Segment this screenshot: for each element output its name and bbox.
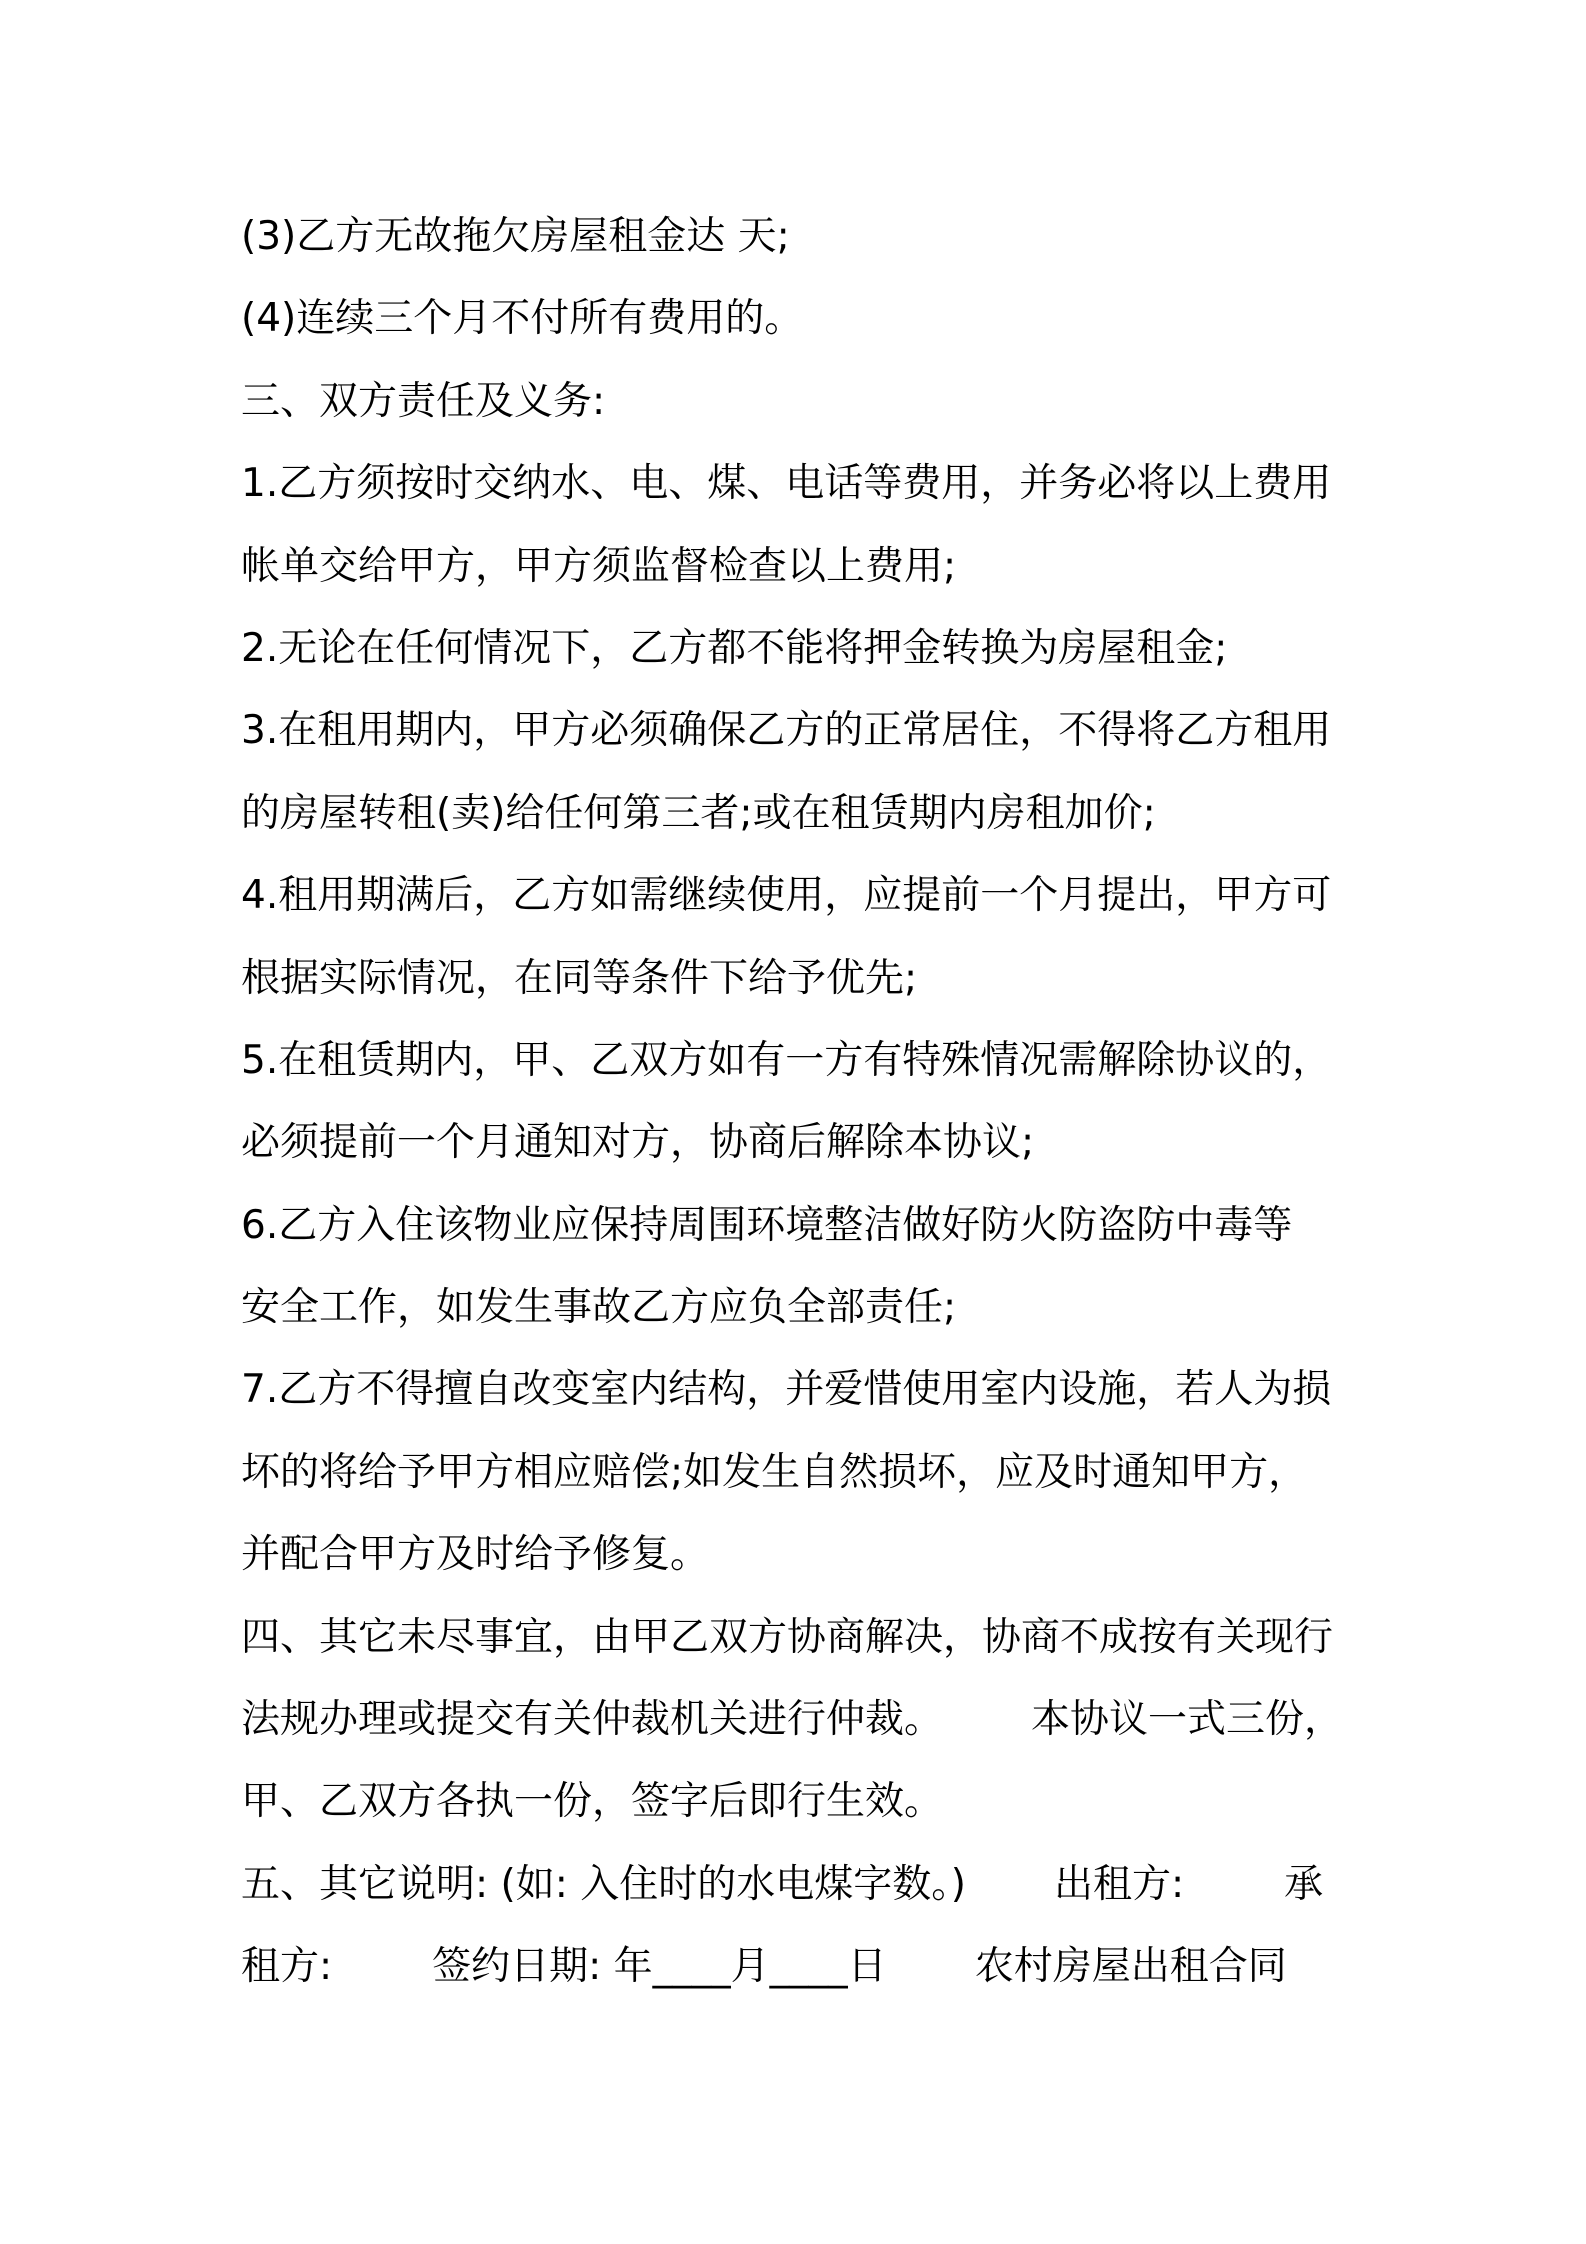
text-line: 并配合甲方及时给予修复。	[241, 1532, 710, 1578]
text-line: 6.乙方入住该物业应保持周围环境整洁做好防火防盗防中毒等	[241, 1202, 1293, 1248]
text-line: (4)连续三个月不付所有费用的。	[241, 296, 804, 342]
section-heading: 四、其它未尽事宜，由甲乙双方协商解决，协商不成按有关现行	[241, 1614, 1334, 1660]
text-line: 坏的将给予甲方相应赔偿;如发生自然损坏，应及时通知甲方，	[241, 1449, 1308, 1495]
document-title: 农村房屋出租合同	[974, 1944, 1287, 1990]
text-segment: 法规办理或提交有关仲裁机关进行仲裁。	[241, 1697, 944, 1743]
text-segment: 承	[1284, 1861, 1324, 1907]
text-line: 帐单交给甲方，甲方须监督检查以上费用;	[241, 543, 957, 589]
signing-date: 签约日期: 年____月____日	[432, 1944, 887, 1990]
text-line: 4.租用期满后，乙方如需继续使用，应提前一个月提出，甲方可	[241, 873, 1332, 919]
text-line: 必须提前一个月通知对方，协商后解除本协议;	[241, 1120, 1035, 1166]
text-line: 7.乙方不得擅自改变室内结构，并爱惜使用室内设施，若人为损	[241, 1367, 1332, 1413]
text-line: 2.无论在任何情况下，乙方都不能将押金转换为房屋租金;	[241, 625, 1228, 671]
lessee-label: 租方:	[241, 1944, 333, 1990]
text-line: 甲、乙双方各执一份，签字后即行生效。	[241, 1779, 944, 1825]
text-line: (3)乙方无故拖欠房屋租金达 天;	[241, 214, 790, 259]
text-segment: 五、其它说明: (如: 入住时的水电煤字数。)	[241, 1861, 967, 1907]
text-line: 安全工作，如发生事故乙方应负全部责任;	[241, 1285, 957, 1331]
section-heading: 三、双方责任及义务:	[241, 378, 606, 424]
text-line	[241, 1844, 1361, 1926]
text-line: 的房屋转租(卖)给任何第三者;或在租赁期内房租加价;	[241, 790, 1156, 836]
text-segment: 本协议一式三份，	[1031, 1697, 1344, 1743]
lessor-label: 出租方:	[1054, 1861, 1185, 1907]
text-line	[241, 1926, 1361, 2008]
text-line	[241, 1679, 1361, 1761]
text-line: 3.在租用期内，甲方必须确保乙方的正常居住，不得将乙方租用	[241, 708, 1332, 754]
text-line: 根据实际情况，在同等条件下给予优先;	[241, 955, 918, 1001]
text-line: 5.在租赁期内，甲、乙双方如有一方有特殊情况需解除协议的，	[241, 1037, 1332, 1083]
document-body	[241, 196, 1361, 2009]
text-line: 1.乙方须按时交纳水、电、煤、电话等费用，并务必将以上费用	[241, 461, 1332, 507]
